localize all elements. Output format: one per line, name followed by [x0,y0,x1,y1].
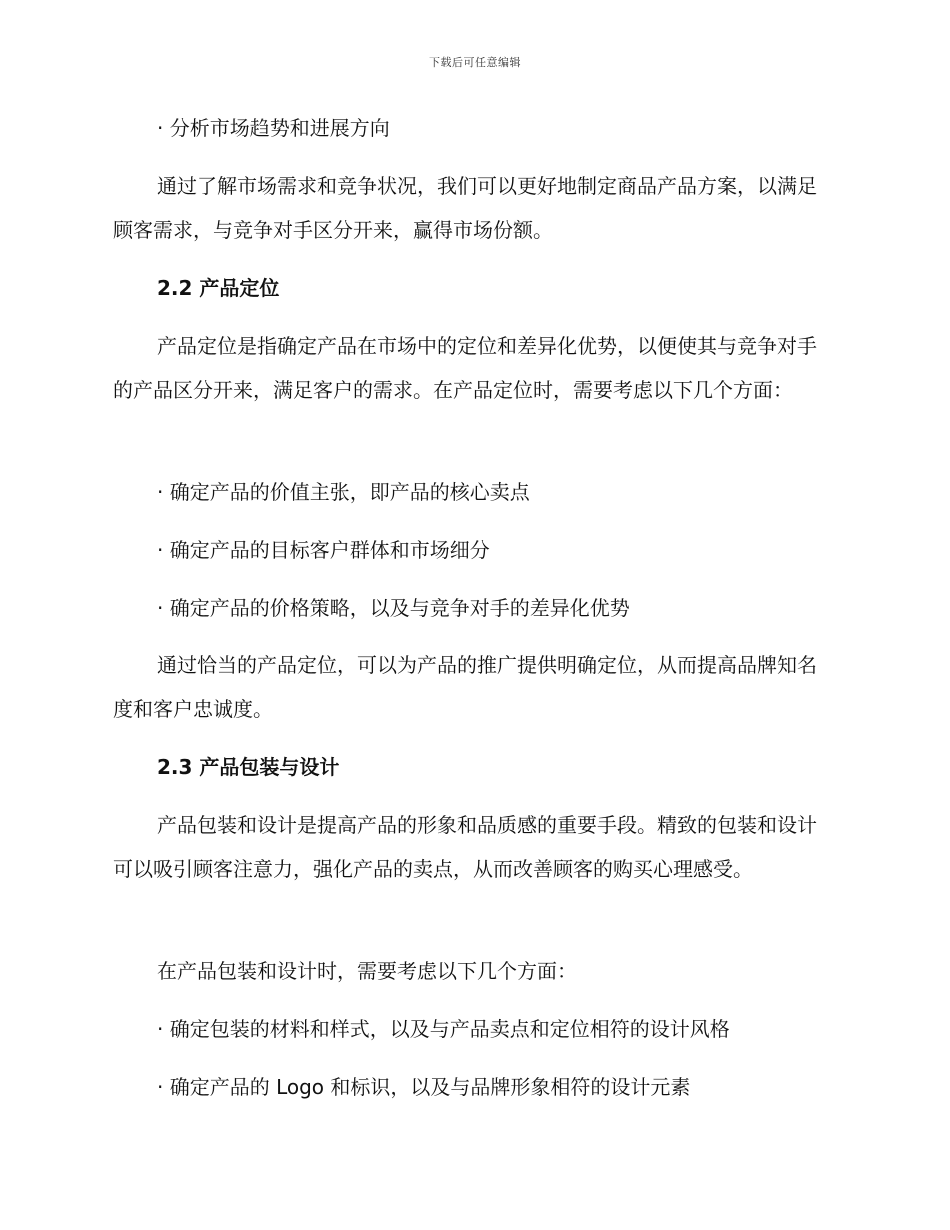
bullet-positioning-value: · 确定产品的价值主张，即产品的核心卖点 [157,480,530,504]
bullet-market-trend: · 分析市场趋势和进展方向 [157,116,390,140]
page-header-note: 下载后可任意编辑 [429,56,521,69]
paragraph-packaging-lead: 在产品包装和设计时，需要考虑以下几个方面： [157,959,577,983]
paragraph-market-summary: 通过了解市场需求和竞争状况，我们可以更好地制定商品产品方案，以满足顾客需求，与竞争对手区分开来，赢得市场份额。 [113,174,817,242]
paragraph-positioning-intro: 产品定位是指确定产品在市场中的定位和差异化优势，以便使其与竞争对手的产品区分开来，满足客户的需求。在产品定位时，需要考虑以下几个方面： [113,334,817,402]
section-heading-2-2: 2.2 产品定位 [157,276,280,300]
bullet-positioning-target: · 确定产品的目标客户群体和市场细分 [157,538,490,562]
bullet-packaging-logo: · 确定产品的 Logo 和标识，以及与品牌形象相符的设计元素 [157,1075,691,1099]
bullet-packaging-material: · 确定包装的材料和样式，以及与产品卖点和定位相符的设计风格 [157,1017,730,1041]
paragraph-packaging-intro: 产品包装和设计是提高产品的形象和品质感的重要手段。精致的包装和设计可以吸引顾客注意力，强化产品的卖点，从而改善顾客的购买心理感受。 [113,813,817,881]
bullet-positioning-price: · 确定产品的价格策略，以及与竞争对手的差异化优势 [157,596,630,620]
paragraph-positioning-summary: 通过恰当的产品定位，可以为产品的推广提供明确定位，从而提高品牌知名度和客户忠诚度。 [113,653,817,721]
section-heading-2-3: 2.3 产品包装与设计 [157,755,340,779]
